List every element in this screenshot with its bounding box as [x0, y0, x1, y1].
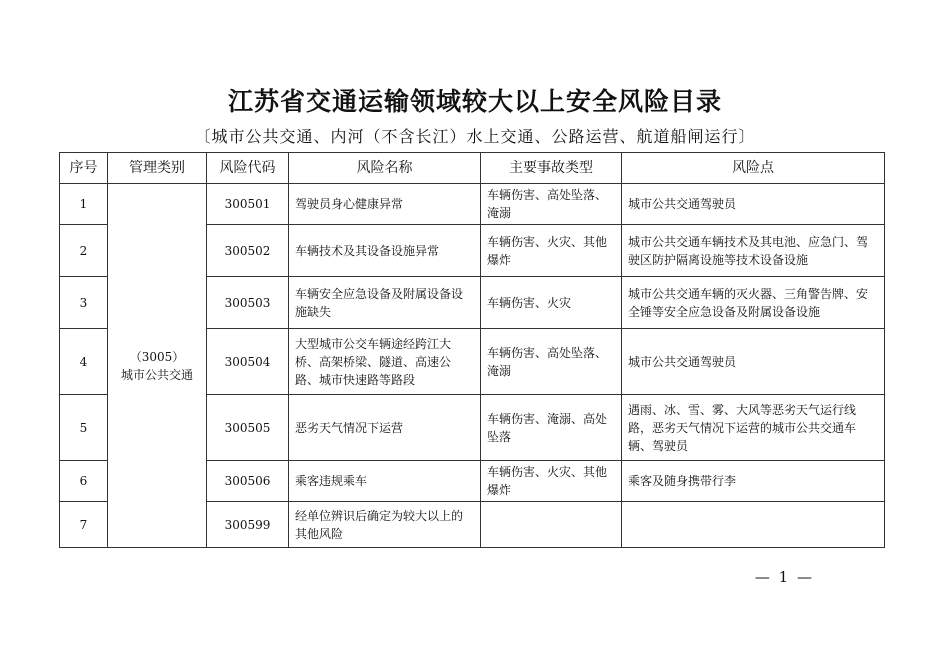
- document-title: 江苏省交通运输领域较大以上安全风险目录: [227, 87, 722, 116]
- table-row: [60, 184, 885, 225]
- cell-seq: 5: [60, 395, 108, 461]
- cell-accident: 车辆伤害、火灾、其他爆炸: [481, 461, 622, 502]
- cell-accident: 车辆伤害、火灾、其他爆炸: [481, 225, 622, 277]
- header-name: 风险名称: [289, 153, 481, 184]
- cell-code: 300501: [207, 184, 289, 225]
- cell-accident: 车辆伤害、高处坠落、淹溺: [481, 329, 622, 395]
- cell-name: 大型城市公交车辆途经跨江大桥、高架桥梁、隧道、高速公路、城市快速路等路段: [289, 329, 481, 395]
- cell-name: 经单位辨识后确定为较大以上的其他风险: [289, 502, 481, 548]
- category-name: 城市公共交通: [120, 367, 193, 382]
- cell-name: 恶劣天气情况下运营: [289, 395, 481, 461]
- cell-accident: 车辆伤害、高处坠落、淹溺: [481, 184, 622, 225]
- cell-code: 300503: [207, 277, 289, 329]
- cell-accident: [481, 502, 622, 548]
- cell-seq: 6: [60, 461, 108, 502]
- cell-point: [622, 502, 885, 548]
- cell-code: 300599: [207, 502, 289, 548]
- header-code: 风险代码: [207, 153, 289, 184]
- cell-code: 300504: [207, 329, 289, 395]
- cell-seq: 1: [60, 184, 108, 225]
- header-accident: 主要事故类型: [481, 153, 622, 184]
- cell-name: 乘客违规乘车: [289, 461, 481, 502]
- cell-seq: 4: [60, 329, 108, 395]
- cell-seq: 7: [60, 502, 108, 548]
- table-header-row: [60, 153, 885, 184]
- cell-point: 城市公共交通车辆技术及其电池、应急门、驾驶区防护隔离设施等技术设备设施: [622, 225, 885, 277]
- cell-code: 300505: [207, 395, 289, 461]
- cell-seq: 2: [60, 225, 108, 277]
- header-point: 风险点: [622, 153, 885, 184]
- cell-point: 城市公共交通驾驶员: [622, 329, 885, 395]
- cell-code: 300502: [207, 225, 289, 277]
- cell-accident: 车辆伤害、淹溺、高处坠落: [481, 395, 622, 461]
- cell-name: 车辆安全应急设备及附属设备设施缺失: [289, 277, 481, 329]
- cell-point: 城市公共交通车辆的灭火器、三角警告牌、安全锤等安全应急设备及附属设备设施: [622, 277, 885, 329]
- cell-point: 乘客及随身携带行李: [622, 461, 885, 502]
- page-number: — 1 —: [754, 568, 814, 586]
- category-code: （3005）: [129, 349, 185, 364]
- cell-category: [108, 184, 207, 548]
- cell-name: 车辆技术及其设备设施异常: [289, 225, 481, 277]
- header-category: 管理类别: [108, 153, 207, 184]
- cell-name: 驾驶员身心健康异常: [289, 184, 481, 225]
- document-subtitle: 〔城市公共交通、内河（不含长江）水上交通、公路运营、航道船闸运行〕: [194, 127, 756, 146]
- cell-code: 300506: [207, 461, 289, 502]
- cell-seq: 3: [60, 277, 108, 329]
- header-seq: 序号: [60, 153, 108, 184]
- cell-point: 遇雨、冰、雪、雾、大风等恶劣天气运行线路，恶劣天气情况下运营的城市公共交通车辆、驾驶员: [622, 395, 885, 461]
- cell-accident: 车辆伤害、火灾: [481, 277, 622, 329]
- cell-point: 城市公共交通驾驶员: [622, 184, 885, 225]
- risk-table: [59, 152, 885, 548]
